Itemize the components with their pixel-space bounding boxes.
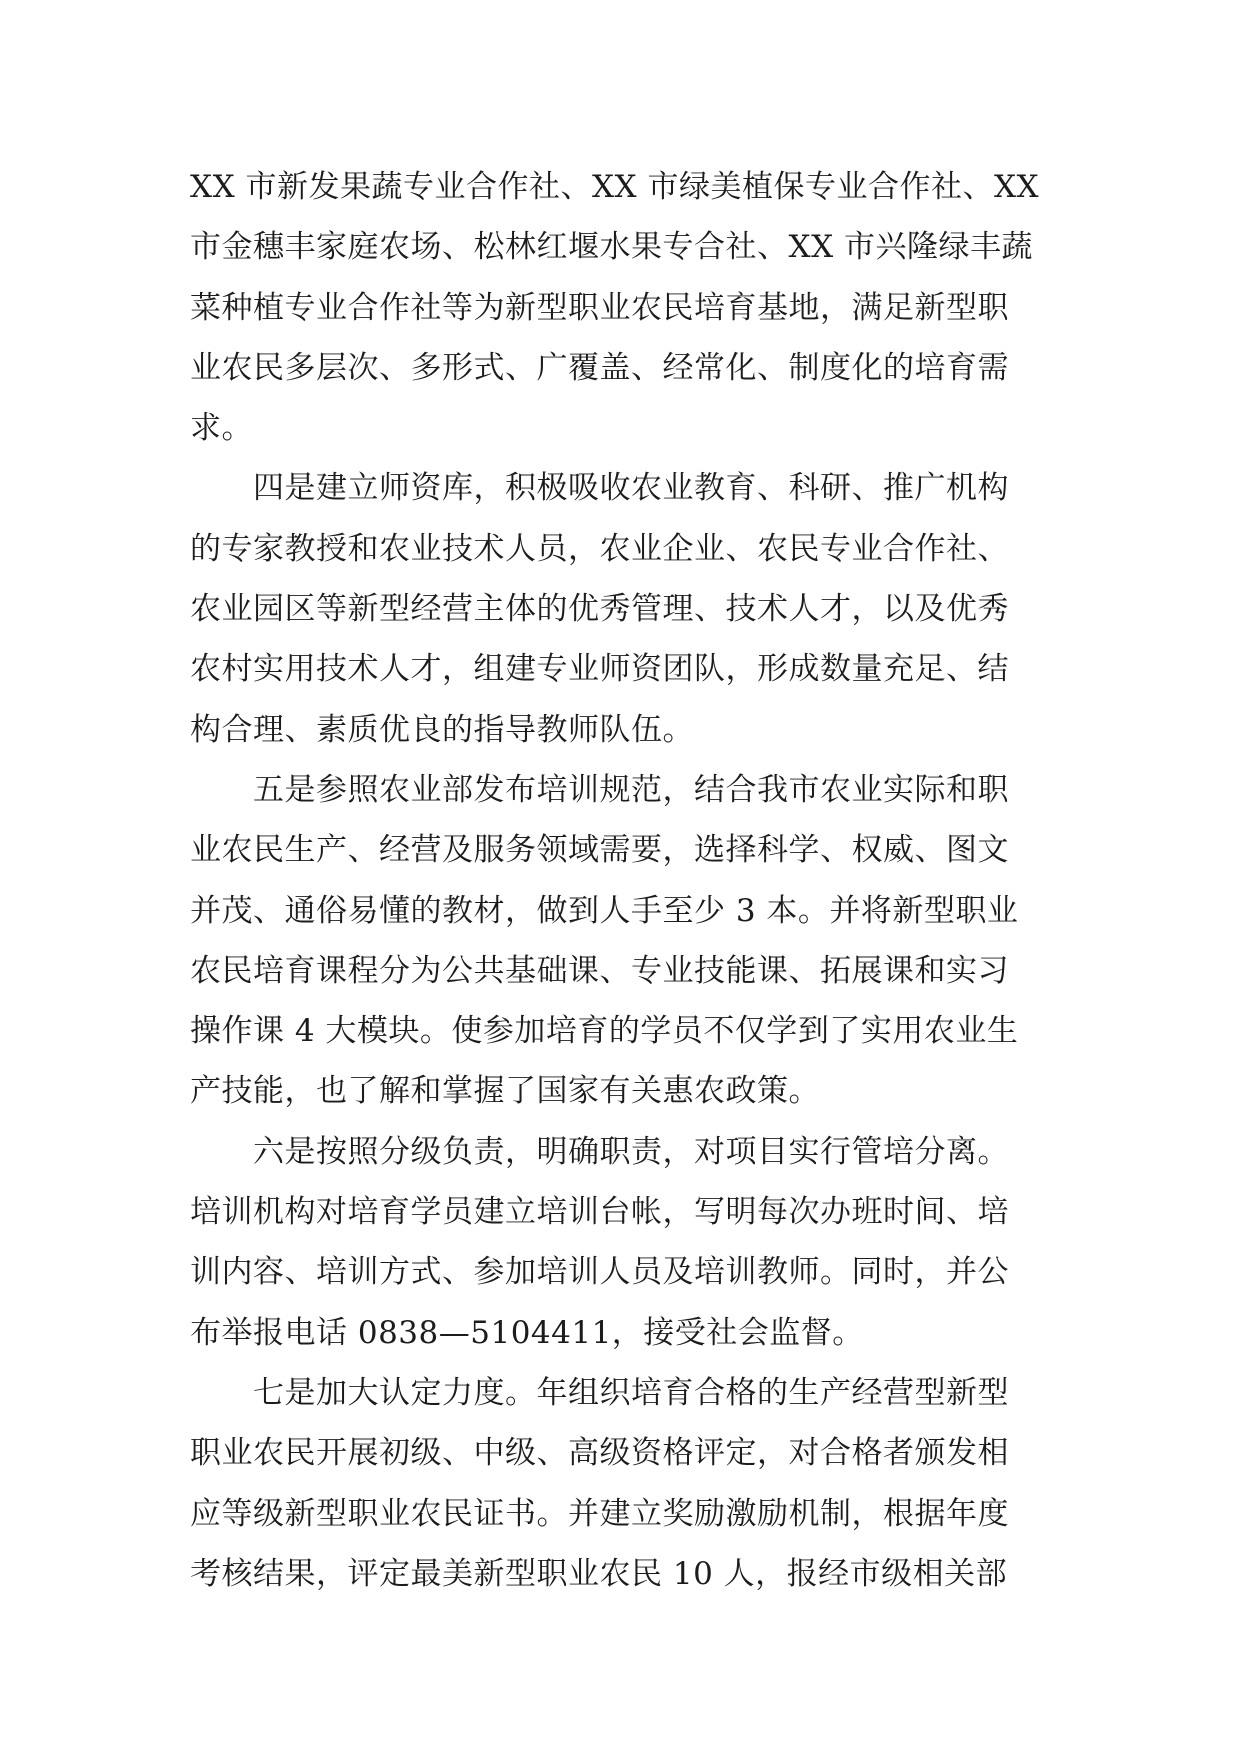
text-line: 市金穗丰家庭农场、松林红堰水果专合社、XX 市兴隆绿丰蔬 bbox=[190, 229, 1033, 266]
paragraph-6-start: 六是按照分级负责，明确职责，对项目实行管培分离。 bbox=[190, 1133, 1009, 1170]
paragraph-5-start: 五是参照农业部发布培训规范，结合我市农业实际和职 bbox=[190, 771, 1009, 808]
text-line: 产技能，也了解和掌握了国家有关惠农政策。 bbox=[190, 1073, 820, 1110]
paragraph-4-start: 四是建立师资库，积极吸收农业教育、科研、推广机构 bbox=[190, 470, 1009, 507]
text-line: 求。 bbox=[190, 410, 253, 447]
text-line: 操作课 4 大模块。使参加培育的学员不仅学到了实用农业生 bbox=[190, 1013, 1019, 1050]
text-line: 考核结果，评定最美新型职业农民 10 人，报经市级相关部 bbox=[190, 1555, 1008, 1592]
text-line: 业农民生产、经营及服务领域需要，选择科学、权威、图文 bbox=[190, 832, 1009, 869]
text-line: 职业农民开展初级、中级、高级资格评定，对合格者颁发相 bbox=[190, 1435, 1009, 1472]
text-line: 农民培育课程分为公共基础课、专业技能课、拓展课和实习 bbox=[190, 952, 1009, 989]
text-line: 培训机构对培育学员建立培训台帐，写明每次办班时间、培 bbox=[190, 1194, 1009, 1231]
text-line: 业农民多层次、多形式、广覆盖、经常化、制度化的培育需 bbox=[190, 349, 1009, 386]
text-line: XX 市新发果蔬专业合作社、XX 市绿美植保专业合作社、XX bbox=[190, 169, 1040, 205]
text-line: 并茂、通俗易懂的教材，做到人手至少 3 本。并将新型职业 bbox=[190, 892, 1019, 929]
text-line: 训内容、培训方式、参加培训人员及培训教师。同时，并公 bbox=[190, 1254, 1009, 1291]
text-line: 的专家教授和农业技术人员，农业企业、农民专业合作社、 bbox=[190, 530, 1009, 567]
text-line: 布举报电话 0838—5104411，接受社会监督。 bbox=[190, 1314, 864, 1351]
text-line: 农村实用技术人才，组建专业师资团队，形成数量充足、结 bbox=[190, 651, 1009, 688]
text-line: 农业园区等新型经营主体的优秀管理、技术人才，以及优秀 bbox=[190, 591, 1009, 628]
text-line: 构合理、素质优良的指导教师队伍。 bbox=[190, 711, 694, 748]
paragraph-7-start: 七是加大认定力度。年组织培育合格的生产经营型新型 bbox=[190, 1374, 1009, 1411]
text-line: 应等级新型职业农民证书。并建立奖励激励机制，根据年度 bbox=[190, 1495, 1009, 1532]
document-body bbox=[190, 157, 1070, 1604]
text-line: 菜种植专业合作社等为新型职业农民培育基地，满足新型职 bbox=[190, 289, 1009, 326]
